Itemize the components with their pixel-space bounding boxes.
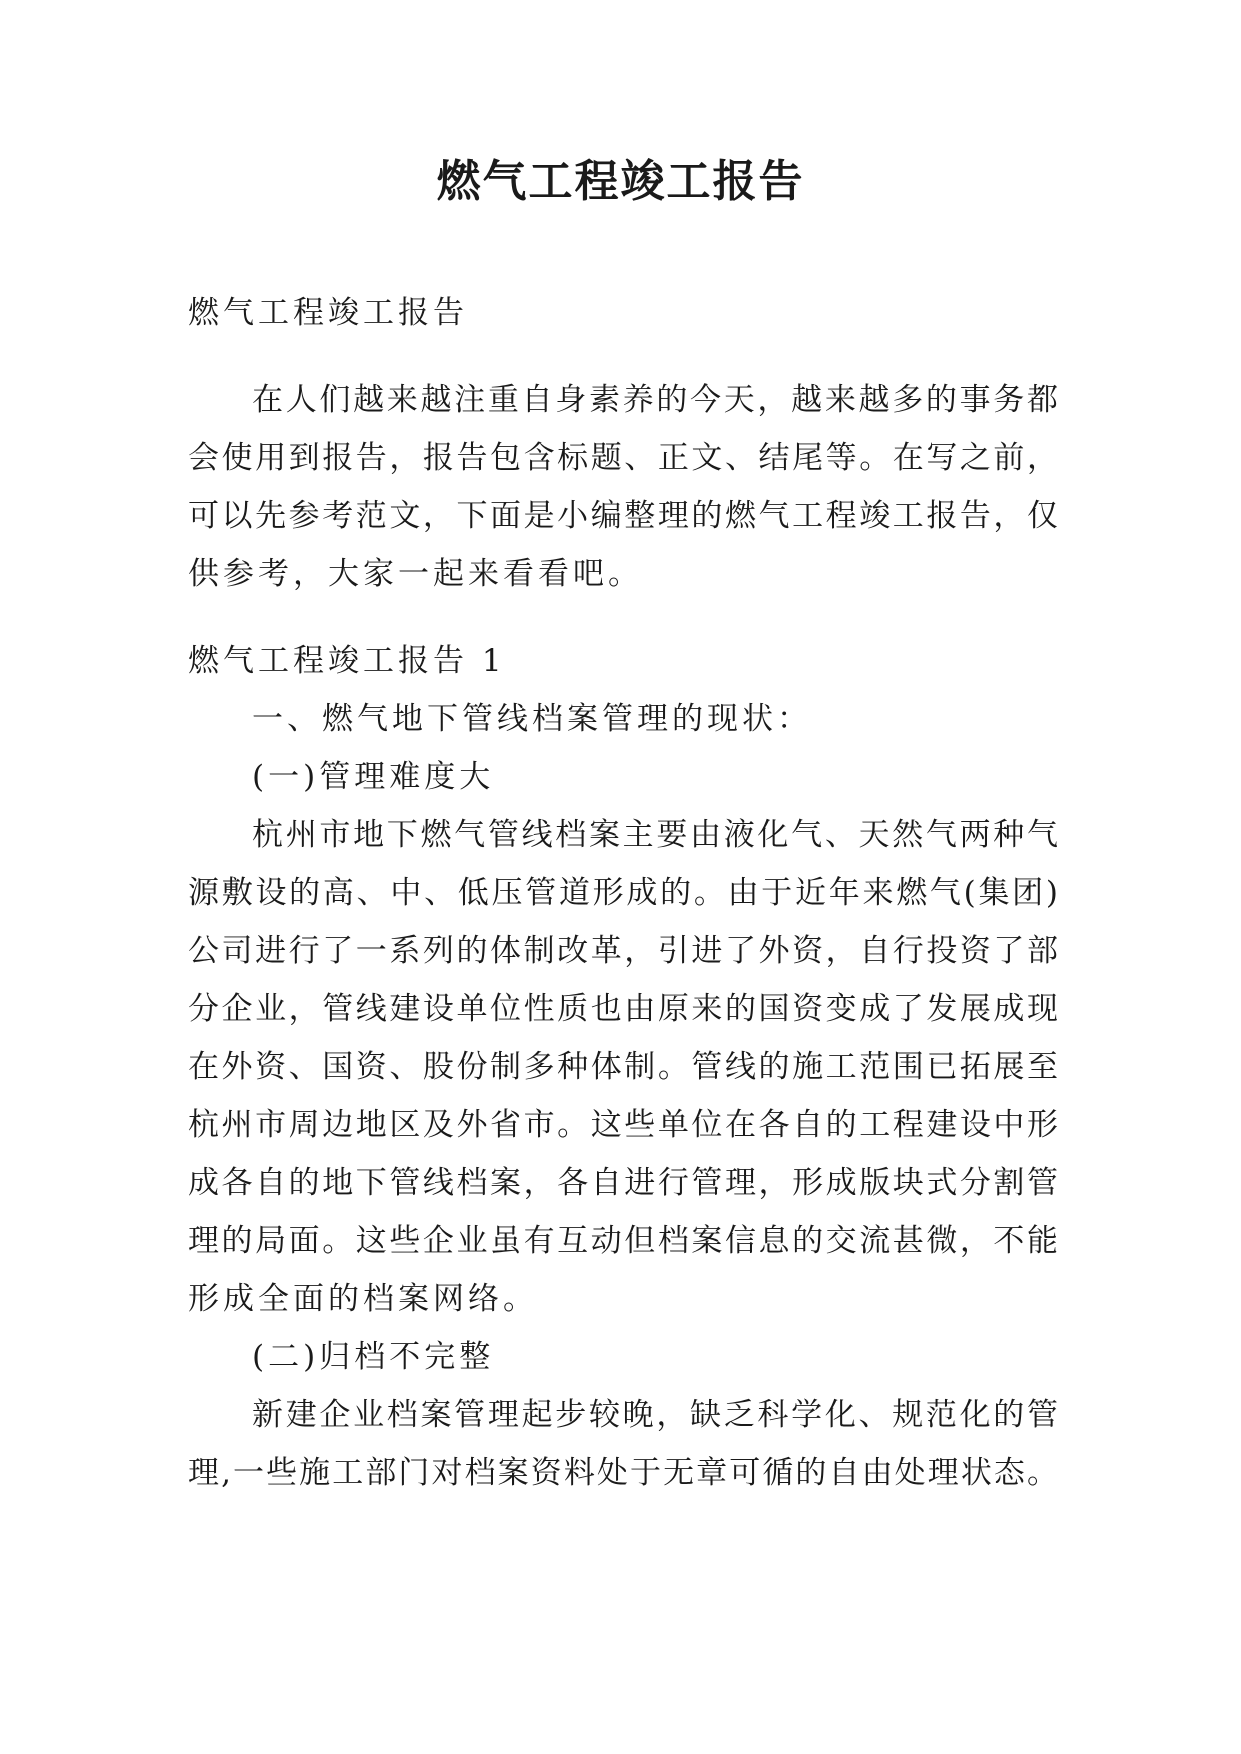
document-title: 燃气工程竣工报告 [436, 156, 805, 207]
paragraph-line: 杭州市周边地区及外省市。这些单位在各自的工程建设中形 [188, 1107, 1058, 1143]
paragraph-line: 公司进行了一系列的体制改革，引进了外资，自行投资了部 [188, 933, 1058, 969]
document-subtitle: 燃气工程竣工报告 [188, 295, 468, 331]
subheading: (二)归档不完整 [252, 1339, 495, 1375]
paragraph-line: 分企业，管线建设单位性质也由原来的国资变成了发展成现 [188, 991, 1058, 1027]
paragraph-line: 供参考，大家一起来看看吧。 [188, 556, 643, 592]
paragraph-line: 理,一些施工部门对档案资料处于无章可循的自由处理状态。 [188, 1455, 1058, 1491]
paragraph-line: 可以先参考范文，下面是小编整理的燃气工程竣工报告，仅 [188, 498, 1058, 534]
paragraph-line: 会使用到报告，报告包含标题、正文、结尾等。在写之前， [188, 440, 1058, 476]
paragraph-line: 在外资、国资、股份制多种体制。管线的施工范围已拓展至 [188, 1049, 1058, 1085]
paragraph-line: 在人们越来越注重自身素养的今天，越来越多的事务都 [252, 382, 1058, 418]
paragraph-line: 源敷设的高、中、低压管道形成的。由于近年来燃气(集团) [188, 875, 1058, 911]
paragraph-line: 理的局面。这些企业虽有互动但档案信息的交流甚微，不能 [188, 1223, 1058, 1259]
subheading: (一)管理难度大 [252, 759, 495, 795]
section-heading: 一、燃气地下管线档案管理的现状： [252, 701, 812, 737]
paragraph-line: 新建企业档案管理起步较晚，缺乏科学化、规范化的管 [252, 1397, 1058, 1433]
section-title: 燃气工程竣工报告 1 [188, 643, 506, 679]
paragraph-line: 形成全面的档案网络。 [188, 1281, 538, 1317]
paragraph-line: 成各自的地下管线档案，各自进行管理，形成版块式分割管 [188, 1165, 1058, 1201]
paragraph-line: 杭州市地下燃气管线档案主要由液化气、天然气两种气 [252, 817, 1058, 853]
